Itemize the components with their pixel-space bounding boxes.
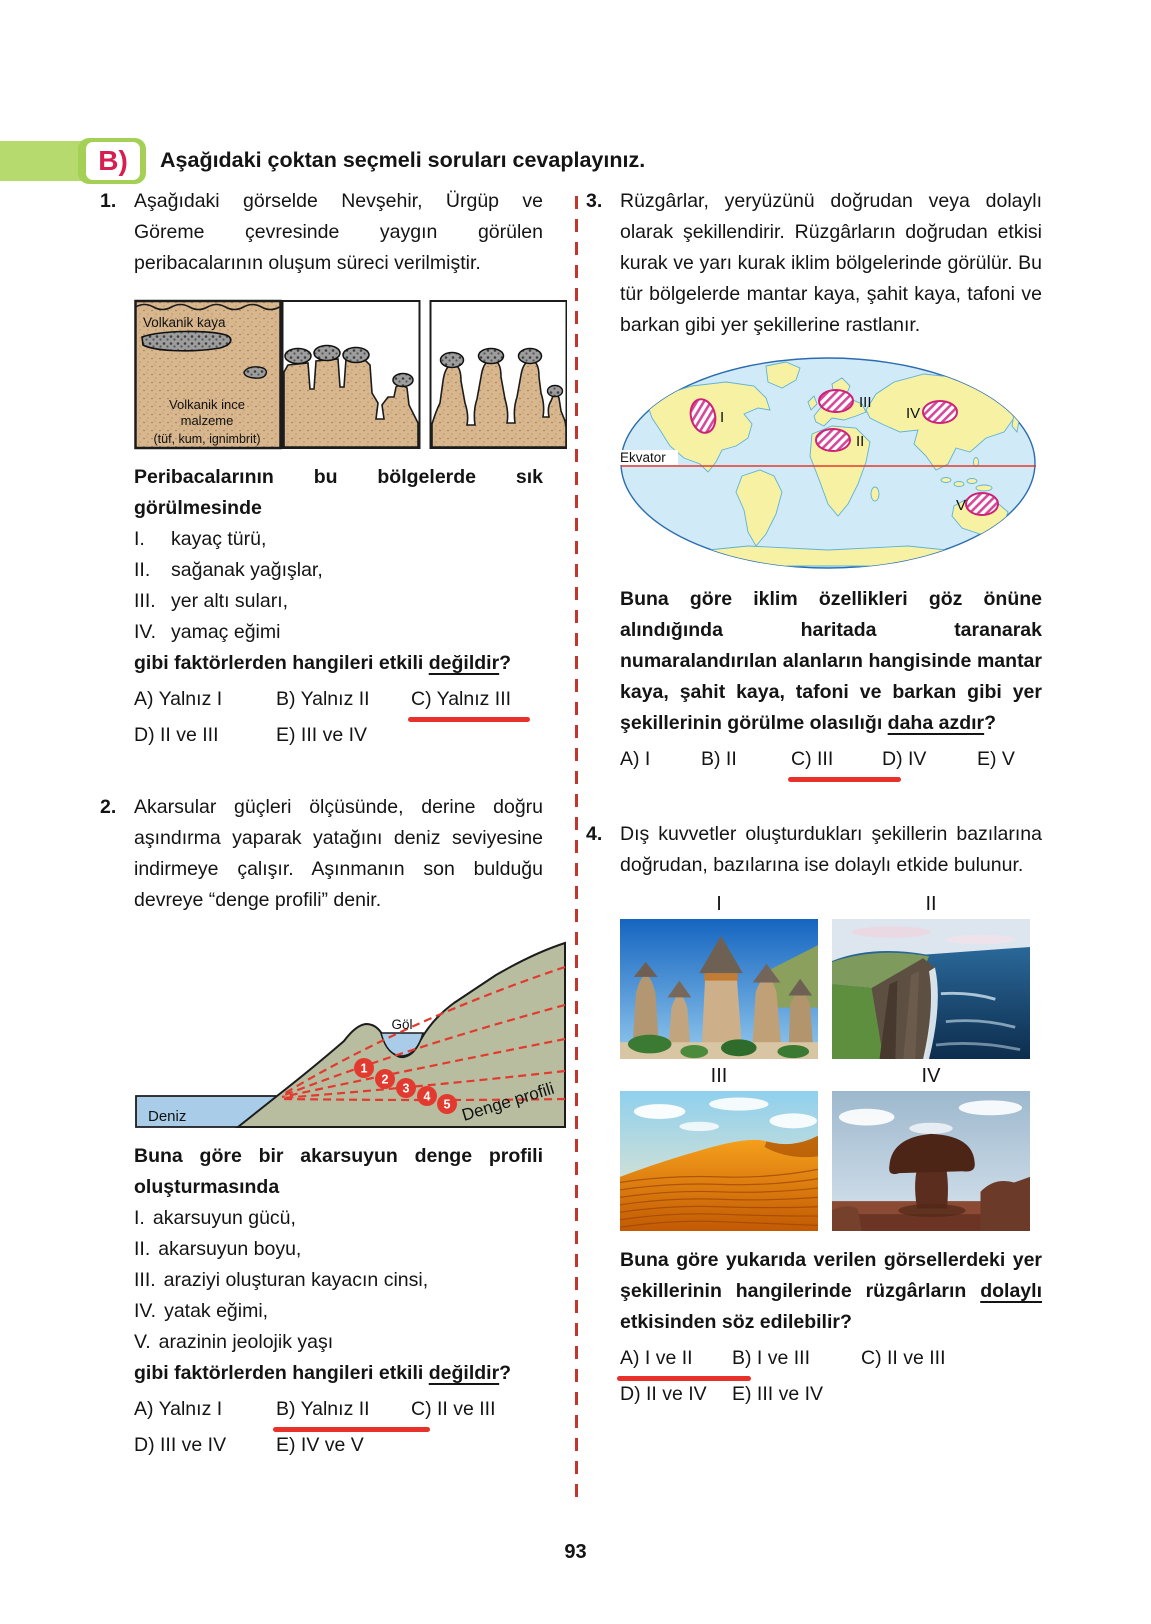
list-item: III. araziyi oluşturan kayacın cinsi, xyxy=(134,1269,429,1291)
question-3-prompt: Buna göre iklim özellikleri göz önüne alındığında haritada taranarak numaralandırılan alanların hangisinde mantar kaya, şahit kaya, tafoni ve barkan gibi yer şekillerinin görülme olasılığı daha azdır? xyxy=(620,588,1042,734)
svg-text:3: 3 xyxy=(402,1081,410,1096)
question-1-intro: Aşağıdaki görselde Nevşehir, Ürgüp ve Göreme çevresinde yaygın görülen peribacalarının oluşum süreci verilmiştir. xyxy=(134,190,543,274)
photo-sand-dunes xyxy=(620,1091,818,1231)
question-4-intro: Dış kuvvetler oluşturdukları şekillerin bazılarına doğrudan, bazılarına ise dolaylı etkide bulunur. xyxy=(620,823,1042,876)
region-label-2: II xyxy=(856,433,865,450)
option-e: E) III ve IV xyxy=(732,1383,824,1405)
question-1-options-row-1 xyxy=(134,684,543,715)
question-3-number: 3. xyxy=(586,190,603,212)
photo-fairy-chimneys xyxy=(620,919,818,1059)
photo-cell-2 xyxy=(832,889,1030,1059)
question-2 xyxy=(100,792,557,1461)
option-b: B) Yalnız II xyxy=(276,688,370,710)
sea-label: Deniz xyxy=(148,1108,187,1125)
right-column xyxy=(586,186,1042,1410)
section-label: B) xyxy=(86,142,140,180)
column-divider xyxy=(575,196,578,1497)
option-e: E) V xyxy=(977,748,1015,770)
equator-label: Ekvator xyxy=(620,450,666,465)
list-item: IV. yamaç eğimi xyxy=(134,621,281,643)
question-2-number: 2. xyxy=(100,796,117,818)
list-item: IV. yatak eğimi, xyxy=(134,1300,269,1322)
region-label-4: IV xyxy=(906,405,921,422)
option-d: D) II ve IV xyxy=(620,1383,707,1405)
formation-stage-2 xyxy=(283,301,420,448)
fine-material-label-1: Volkanik ince xyxy=(169,397,245,412)
question-4-photos xyxy=(620,889,1042,1231)
question-4 xyxy=(586,819,1042,1410)
list-item: III. yer altı suları, xyxy=(134,590,289,612)
question-1-number: 1. xyxy=(100,190,117,212)
option-c: C) Yalnız III xyxy=(411,684,511,715)
list-item: II. akarsuyun boyu, xyxy=(134,1238,302,1260)
question-2-options-row-2 xyxy=(134,1430,543,1461)
photo-label-2: II xyxy=(925,893,937,915)
option-b: B) II xyxy=(701,748,737,770)
question-2-prompt: gibi faktörlerden hangileri etkili değildir? xyxy=(134,1362,512,1384)
option-e: E) III ve IV xyxy=(276,724,368,746)
question-1 xyxy=(100,186,543,751)
volcanic-rock-label: Volkanik kaya xyxy=(143,315,226,330)
question-1-items xyxy=(134,524,543,648)
photo-cell-1 xyxy=(620,889,818,1059)
question-3-options xyxy=(620,744,1042,775)
svg-text:1: 1 xyxy=(360,1061,368,1076)
list-item: I. kayaç türü, xyxy=(134,528,267,550)
fine-material-label-3: (tüf, kum, ignimbrit) xyxy=(153,432,261,446)
list-item: II. sağanak yağışlar, xyxy=(134,559,323,581)
formation-stage-1 xyxy=(136,301,281,448)
section-title: Aşağıdaki çoktan seçmeli soruları cevaplayınız. xyxy=(160,148,646,172)
option-d: D) III ve IV xyxy=(134,1434,227,1456)
region-label-5: V xyxy=(956,497,967,514)
photo-label-3: III xyxy=(710,1065,728,1087)
photo-label-1: I xyxy=(716,893,722,915)
question-1-options-row-2 xyxy=(134,720,543,751)
photo-mushroom-rock xyxy=(832,1091,1030,1231)
q2-equilibrium-profile-diagram xyxy=(134,929,567,1129)
question-2-items xyxy=(134,1203,543,1358)
question-3-intro: Rüzgârlar, yeryüzünü doğrudan veya dolaylı olarak şekillendirir. Rüzgârların doğrudan etkisi kurak ve yarı kurak iklim bölgelerinde görülür. Bu tür bölgelerde mantar kaya, şahit kaya, tafoni ve barkan gibi yer şekillerine rastlanır. xyxy=(620,190,1042,336)
option-b: B) I ve III xyxy=(732,1347,811,1369)
option-d: D) II ve III xyxy=(134,724,219,746)
option-e: E) IV ve V xyxy=(276,1434,364,1456)
lake-label: Göl xyxy=(391,1017,413,1032)
photo-label-4: IV xyxy=(921,1065,941,1087)
option-a: A) Yalnız I xyxy=(134,1398,223,1420)
question-3 xyxy=(586,186,1042,775)
region-label-3: III xyxy=(859,394,872,411)
question-2-intro: Akarsular güçleri ölçüsünde, derine doğru aşındırma yaparak yatağını deniz seviyesine indirmeye çalışır. Aşınmanın son bulduğu devreye “denge profili” denir. xyxy=(134,796,543,911)
photo-coastal-cliff xyxy=(832,919,1030,1059)
fine-material-label-2: malzeme xyxy=(180,413,234,428)
photo-cell-3 xyxy=(620,1061,818,1231)
q3-world-map xyxy=(618,354,1039,572)
question-1-prompt: gibi faktörlerden hangileri etkili değildir? xyxy=(134,652,512,674)
section-header xyxy=(0,138,1151,184)
question-4-prompt: Buna göre yukarıda verilen görsellerdeki yer şekillerinin hangilerinde rüzgârların dolaylı etkisinden söz edilebilir? xyxy=(620,1249,1042,1333)
page-number: 93 xyxy=(564,1541,587,1563)
photo-cell-4 xyxy=(832,1061,1030,1231)
option-a: A) I ve II xyxy=(620,1343,732,1374)
region-label-1: I xyxy=(720,409,725,426)
option-c: C) II ve III xyxy=(411,1398,496,1420)
q1-fairy-chimney-formation-diagram xyxy=(134,292,567,450)
svg-text:5: 5 xyxy=(443,1097,451,1112)
question-2-stem: Buna göre bir akarsuyun denge profili oluşturmasında xyxy=(134,1145,543,1198)
svg-text:2: 2 xyxy=(381,1072,389,1087)
option-b: B) Yalnız II xyxy=(276,1394,411,1425)
formation-stage-3 xyxy=(431,301,567,448)
option-a: A) Yalnız I xyxy=(134,688,223,710)
option-c: C) III xyxy=(791,744,882,775)
profile-label: Denge profili xyxy=(459,1078,557,1125)
list-item: I. akarsuyun gücü, xyxy=(134,1207,296,1229)
question-4-options-row-1 xyxy=(620,1343,1042,1374)
question-4-options-row-2 xyxy=(620,1379,1042,1410)
option-d: D) IV xyxy=(882,748,927,770)
list-item: V. arazinin jeolojik yaşı xyxy=(134,1331,334,1353)
svg-text:4: 4 xyxy=(423,1089,431,1104)
question-4-number: 4. xyxy=(586,823,603,845)
option-c: C) II ve III xyxy=(861,1347,946,1369)
option-a: A) I xyxy=(620,748,651,770)
left-column xyxy=(100,186,557,1461)
question-2-options-row-1 xyxy=(134,1394,543,1425)
question-1-stem: Peribacalarının bu bölgelerde sık görülmesinde xyxy=(134,466,543,519)
